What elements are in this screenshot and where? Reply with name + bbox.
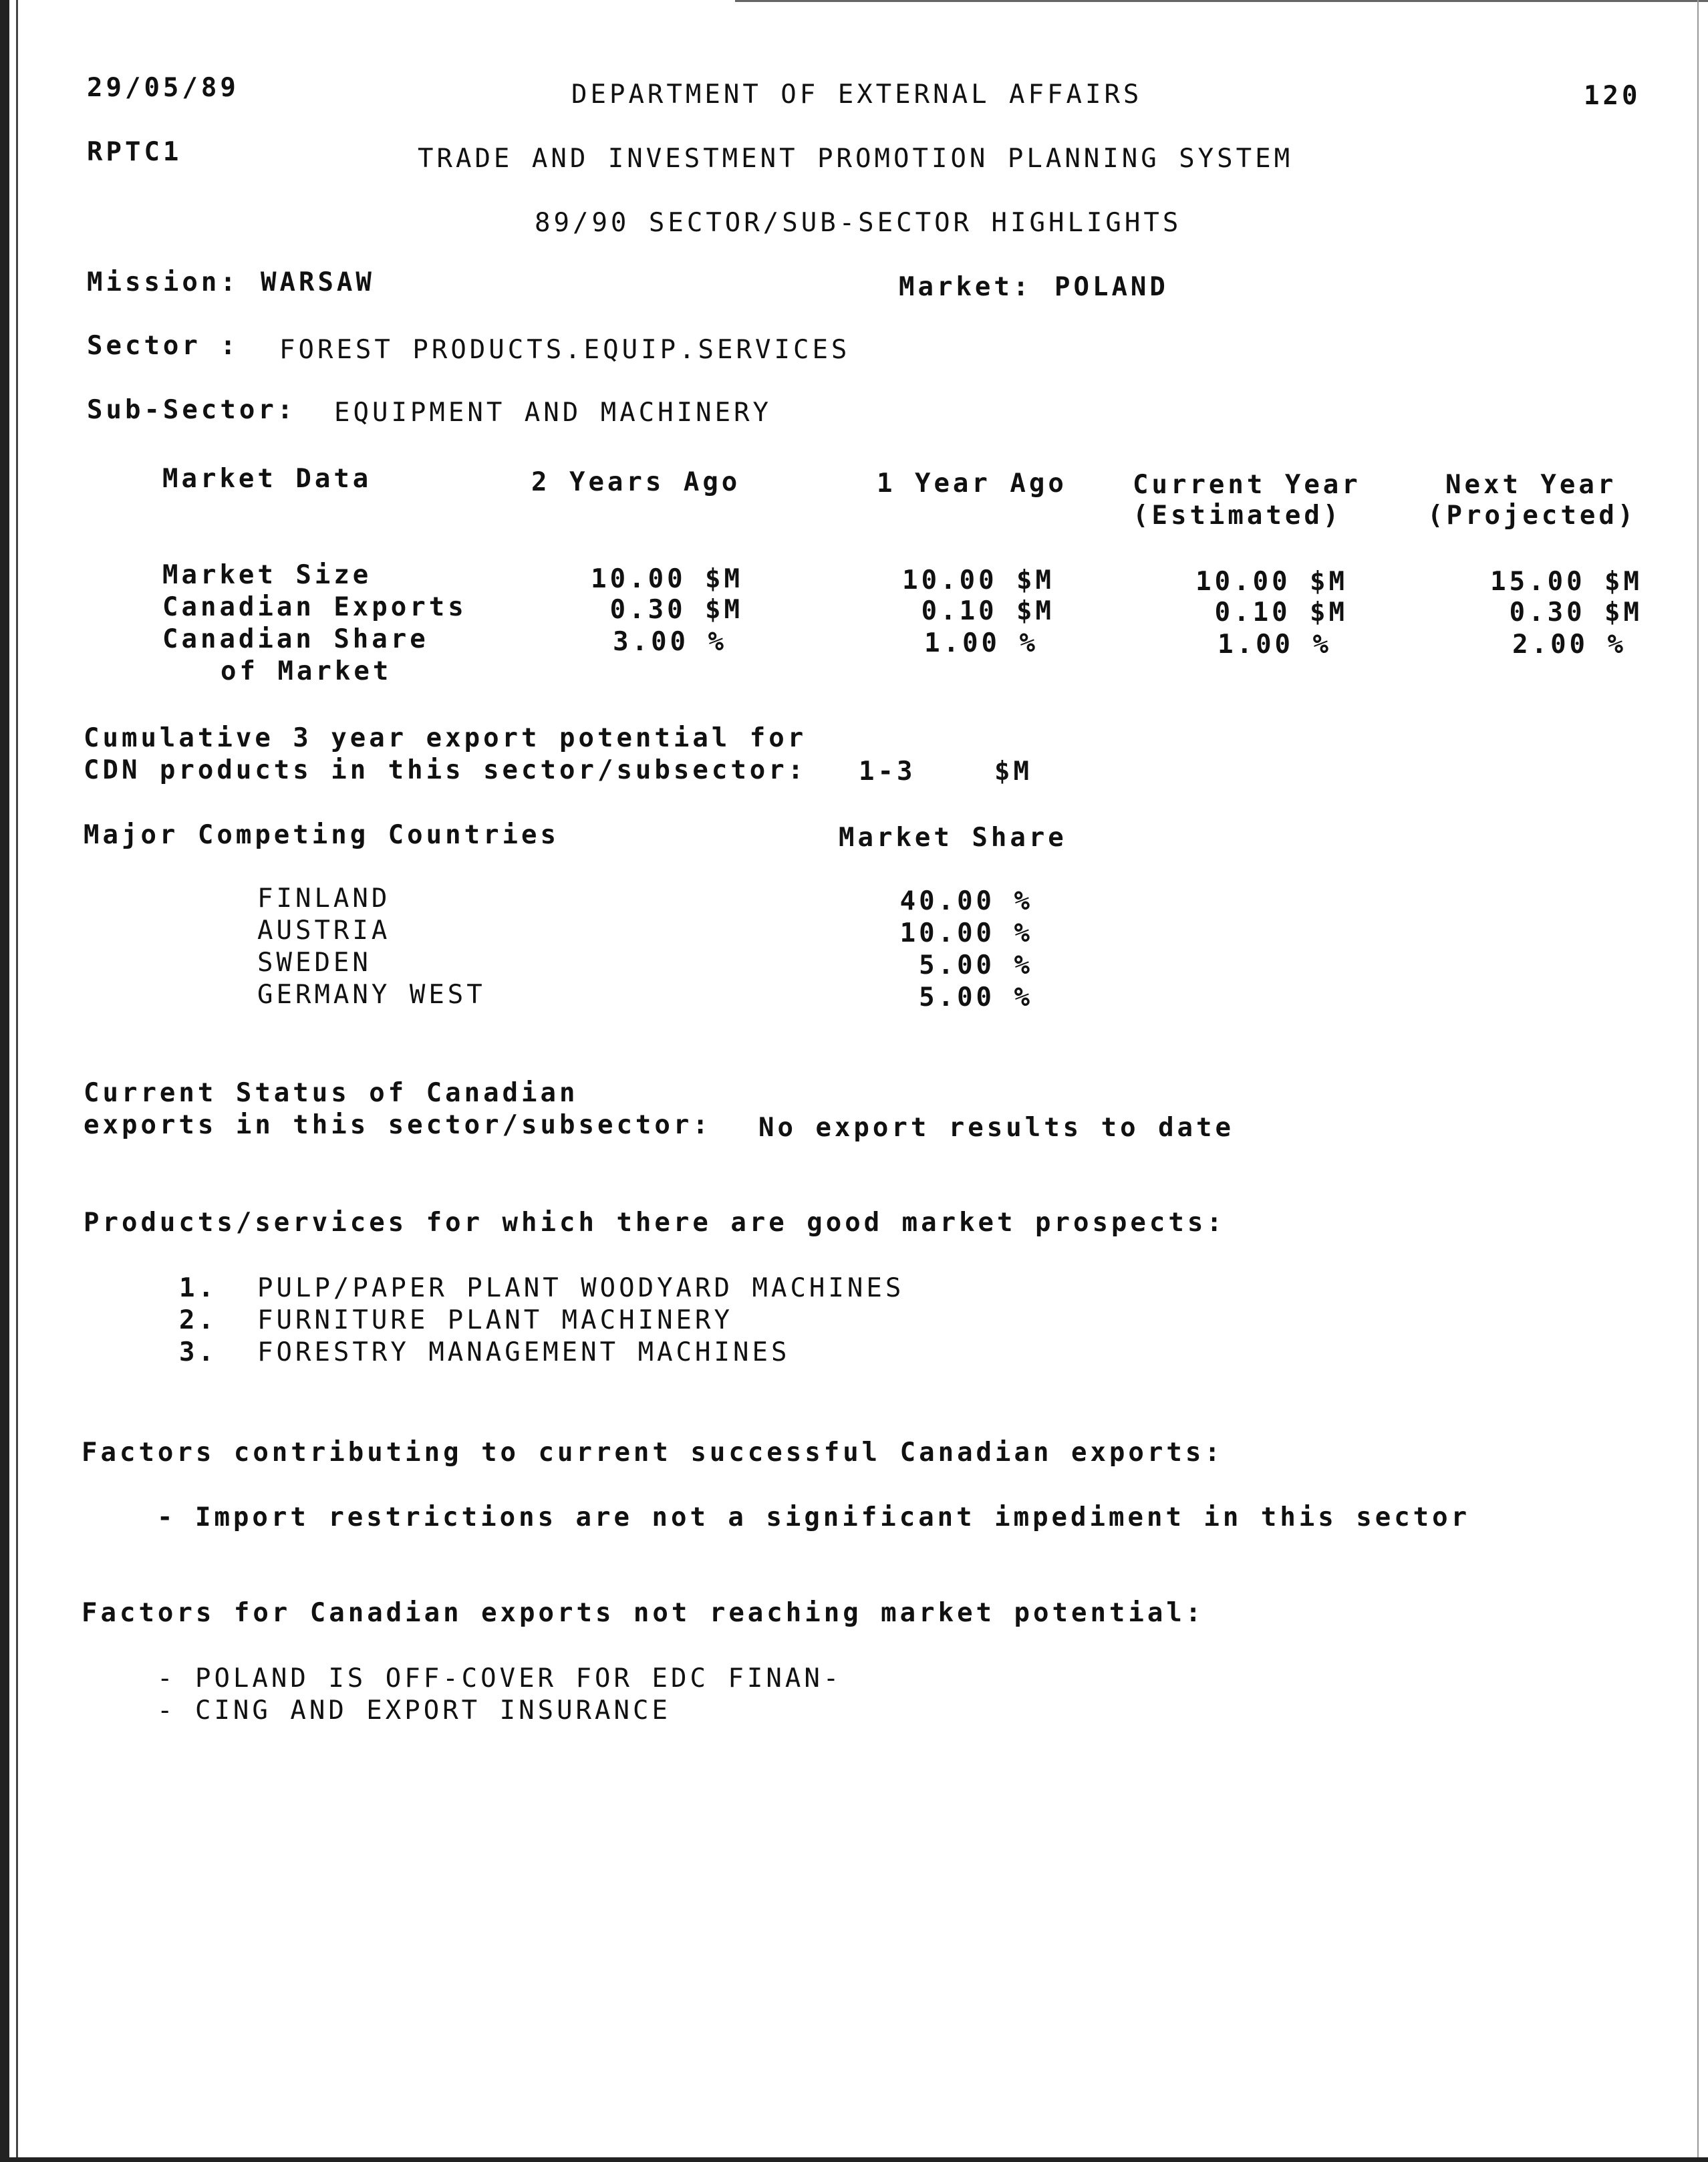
scan-edge-left (0, 0, 9, 2162)
cumulative-line-2: CDN products in this sector/subsector: (84, 755, 807, 785)
barrier-factor-2: - CING AND EXPORT INSURANCE (157, 1696, 671, 1726)
cumulative-range: 1-3 (859, 757, 916, 787)
market-value: POLAND (1054, 272, 1169, 302)
canadian-share-current: 1.00 % (1218, 630, 1332, 660)
success-factor-1: - Import restrictions are not a significant impediment in this sector (157, 1502, 1471, 1532)
sector-label: Sector : (87, 331, 239, 361)
prospect-item-3: FORESTRY MANAGEMENT MACHINES (257, 1337, 791, 1367)
market-label: Market: (899, 272, 1032, 302)
status-value: No export results to date (758, 1113, 1234, 1143)
column-current-year: Current Year (1133, 470, 1361, 500)
competitor-country-4: GERMANY WEST (257, 980, 486, 1010)
prospect-number-3: 3. (179, 1337, 217, 1367)
report-code: RPTC1 (87, 137, 182, 167)
barrier-factors-label: Factors for Canadian exports not reaching market potential: (82, 1598, 1205, 1628)
competitor-share-1: 40.00 % (899, 886, 1033, 916)
canadian-exports-current: 0.10 $M (1214, 597, 1348, 628)
competitor-country-2: AUSTRIA (257, 916, 391, 946)
column-next-year: Next Year (1445, 470, 1617, 500)
cumulative-unit: $M (994, 757, 1032, 787)
market-size-2y: 10.00 $M (591, 564, 743, 594)
row-canadian-share-label: Canadian Share (162, 624, 429, 654)
competitor-share-3: 5.00 % (919, 950, 1033, 980)
prospect-number-2: 2. (179, 1305, 217, 1335)
sub-sector-value: EQUIPMENT AND MACHINERY (334, 398, 772, 428)
status-line-2: exports in this sector/subsector: (84, 1110, 712, 1140)
row-canadian-exports-label: Canadian Exports (162, 592, 467, 622)
row-canadian-share-label-2: of Market (221, 656, 392, 686)
scan-edge-line (16, 0, 18, 2162)
market-data-label: Market Data (162, 464, 372, 494)
prospect-number-1: 1. (179, 1273, 217, 1303)
prospect-item-1: PULP/PAPER PLANT WOODYARD MACHINES (257, 1273, 905, 1303)
column-current-year-sub: (Estimated) (1133, 501, 1342, 531)
competitor-share-4: 5.00 % (919, 982, 1033, 1012)
competitor-country-1: FINLAND (257, 884, 391, 914)
report-title: 89/90 SECTOR/SUB-SECTOR HIGHLIGHTS (535, 208, 1182, 238)
canadian-share-next: 2.00 % (1512, 630, 1626, 660)
competitor-share-2: 10.00 % (899, 918, 1033, 948)
prospects-label: Products/services for which there are good market prospects: (84, 1208, 1226, 1238)
column-2-years-ago: 2 Years Ago (531, 467, 741, 497)
scan-edge-top (735, 0, 1708, 2)
mission-label: Mission: (87, 267, 239, 297)
canadian-share-2y: 3.00 % (613, 627, 727, 657)
column-1-year-ago: 1 Year Ago (877, 468, 1067, 499)
competitors-label: Major Competing Countries (84, 820, 559, 850)
sub-sector-label: Sub-Sector: (87, 395, 297, 425)
canadian-share-1y: 1.00 % (924, 628, 1038, 658)
report-date: 29/05/89 (87, 73, 239, 103)
system-title: TRADE AND INVESTMENT PROMOTION PLANNING SYSTEM (418, 144, 1294, 174)
market-size-next: 15.00 $M (1490, 567, 1643, 597)
cumulative-line-1: Cumulative 3 year export potential for (84, 723, 807, 753)
page-number: 120 (1584, 81, 1641, 111)
success-factors-label: Factors contributing to current successful Canadian exports: (82, 1438, 1224, 1468)
canadian-exports-2y: 0.30 $M (609, 595, 743, 625)
barrier-factor-1: - POLAND IS OFF-COVER FOR EDC FINAN- (157, 1663, 843, 1694)
scan-edge-bottom (0, 2157, 1708, 2162)
mission-value: WARSAW (261, 267, 375, 297)
canadian-exports-1y: 0.10 $M (921, 596, 1054, 626)
status-line-1: Current Status of Canadian (84, 1078, 579, 1108)
sector-value: FOREST PRODUCTS.EQUIP.SERVICES (279, 335, 851, 365)
column-next-year-sub: (Projected) (1427, 501, 1637, 531)
scan-edge-right (1697, 0, 1699, 2162)
competitor-country-3: SWEDEN (257, 948, 372, 978)
department-name: DEPARTMENT OF EXTERNAL AFFAIRS (571, 80, 1143, 110)
canadian-exports-next: 0.30 $M (1509, 597, 1643, 628)
market-size-1y: 10.00 $M (902, 565, 1054, 595)
competitors-share-label: Market Share (839, 823, 1067, 853)
prospect-item-2: FURNITURE PLANT MACHINERY (257, 1305, 733, 1335)
market-size-current: 10.00 $M (1195, 567, 1348, 597)
row-market-size-label: Market Size (162, 560, 372, 590)
